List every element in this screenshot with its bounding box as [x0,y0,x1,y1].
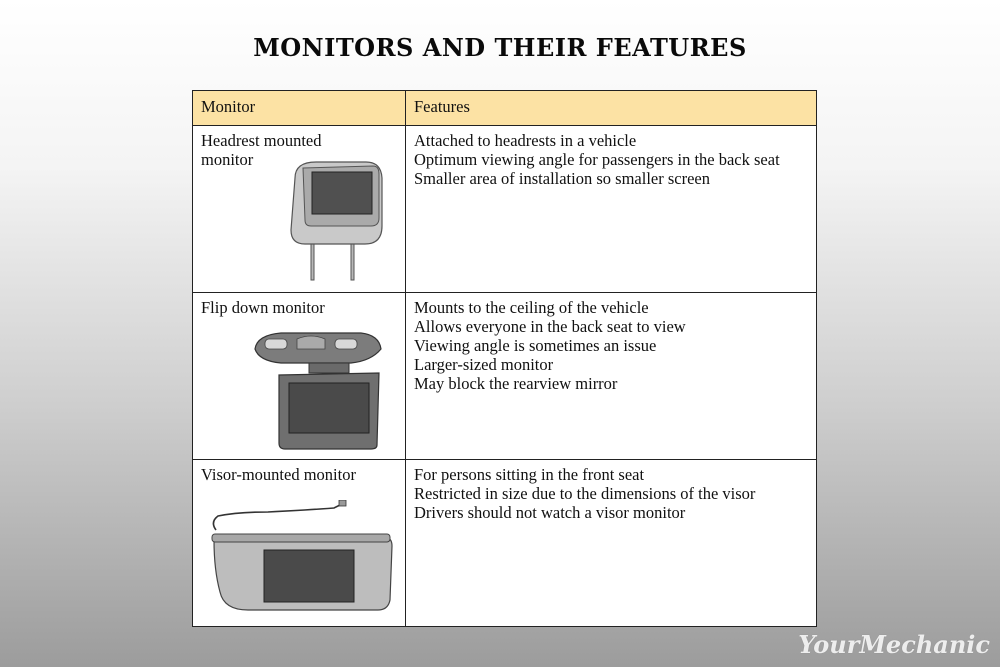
feature-item: Allows everyone in the back seat to view [414,317,686,336]
monitor-name: Headrest mounted monitor [201,131,322,169]
table-row [193,126,817,293]
visor-monitor-icon [208,500,393,615]
header-monitor: Monitor [193,91,406,126]
features-cell [406,460,817,627]
flip-down-monitor-icon [251,329,383,451]
feature-item: Smaller area of installation so smaller screen [414,169,710,188]
table-row [193,460,817,627]
headrest-monitor-icon [281,160,386,285]
feature-item: May block the rearview mirror [414,374,618,393]
monitor-cell [193,293,406,460]
table-row [193,293,817,460]
monitor-cell [193,460,406,627]
watermark-logo: YourMechanic [798,630,990,659]
feature-item: Attached to headrests in a vehicle [414,131,637,150]
feature-item: Mounts to the ceiling of the vehicle [414,298,649,317]
feature-item: Optimum viewing angle for passengers in the back seat [414,150,780,169]
monitor-cell [193,126,406,293]
feature-item: For persons sitting in the front seat [414,465,645,484]
table-header-row [193,91,817,126]
header-features: Features [406,91,817,126]
monitor-name: Visor-mounted monitor [201,465,356,484]
monitor-name: Flip down monitor [201,298,325,317]
features-cell [406,126,817,293]
monitors-table [192,90,817,627]
feature-item: Larger-sized monitor [414,355,554,374]
page-title: MONITORS AND THEIR FEATURES [253,33,747,62]
feature-item: Viewing angle is sometimes an issue [414,336,657,355]
features-cell [406,293,817,460]
feature-item: Drivers should not watch a visor monitor [414,503,686,522]
feature-item: Restricted in size due to the dimensions of the visor [414,484,756,503]
